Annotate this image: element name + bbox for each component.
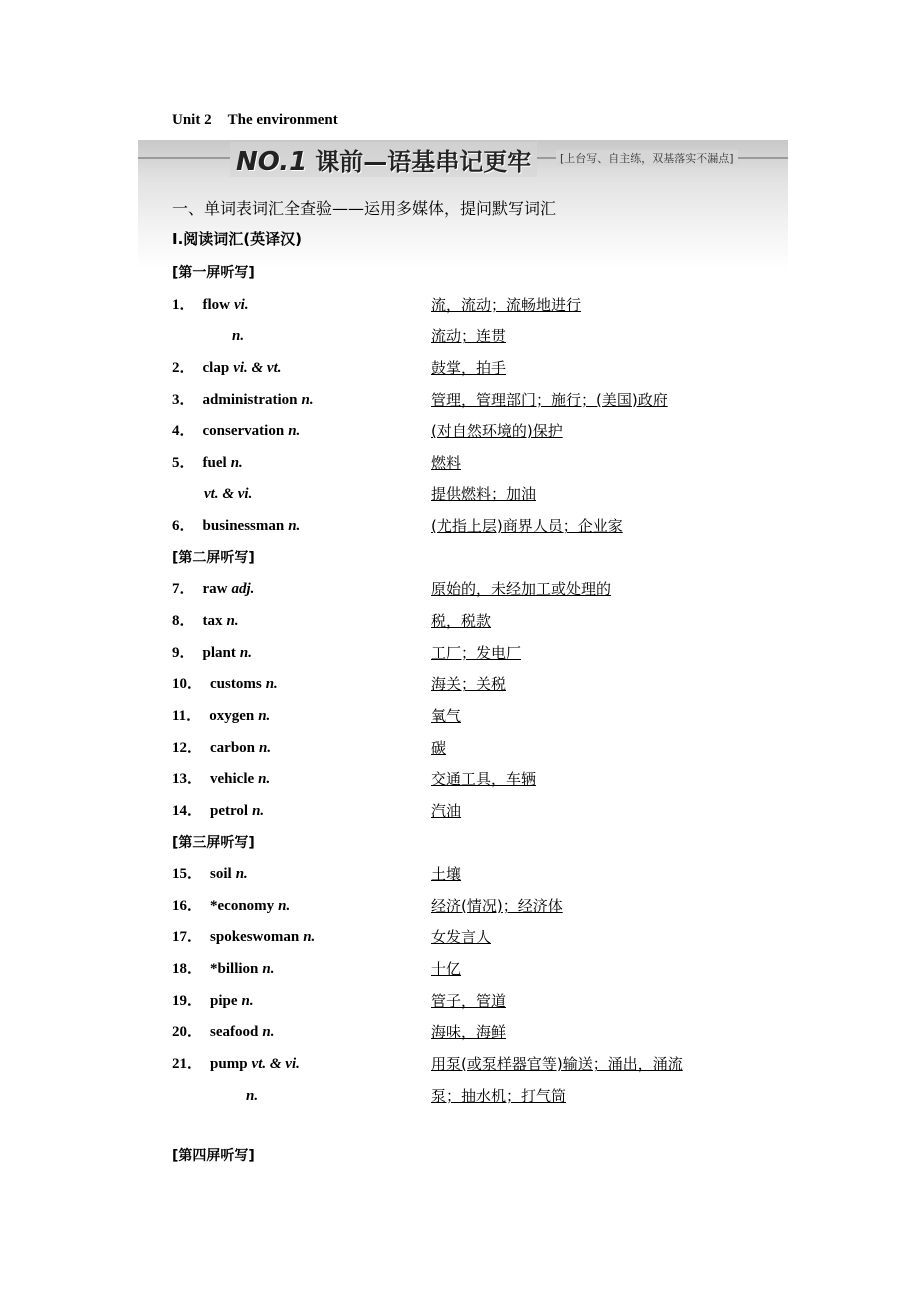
part-of-speech: vi. & vt. bbox=[233, 359, 282, 376]
part-of-speech: n. bbox=[259, 739, 272, 756]
english-word: pump bbox=[210, 1056, 248, 1073]
part-of-speech: n. bbox=[258, 771, 271, 788]
vocab-row bbox=[172, 416, 772, 448]
vocab-row bbox=[172, 796, 772, 828]
vocab-term bbox=[172, 733, 271, 765]
vocab-term bbox=[172, 385, 314, 417]
vocab-term bbox=[172, 416, 300, 448]
vocab-row bbox=[172, 1017, 772, 1049]
vocab-row bbox=[172, 1081, 772, 1113]
english-word: seafood bbox=[210, 1024, 259, 1041]
chinese-meaning: 氧气 bbox=[431, 706, 462, 725]
english-word: *billion bbox=[210, 961, 259, 978]
vocab-term bbox=[172, 290, 249, 322]
part-of-speech: n. bbox=[288, 518, 301, 535]
item-number: 9． bbox=[172, 644, 195, 661]
part-of-speech: n. bbox=[258, 707, 271, 724]
part-of-speech: n. bbox=[301, 391, 314, 408]
english-word: soil bbox=[210, 866, 232, 883]
chinese-meaning: 管理，管理部门；施行；(美国)政府 bbox=[431, 390, 668, 409]
vocab-row bbox=[172, 733, 772, 765]
english-word: conservation bbox=[202, 423, 285, 440]
chinese-meaning: 税，税款 bbox=[431, 612, 492, 631]
item-number: 17． bbox=[172, 929, 203, 946]
item-number: 1． bbox=[172, 296, 195, 313]
vocab-row bbox=[172, 922, 772, 954]
item-number: 2． bbox=[172, 359, 195, 376]
spacer bbox=[172, 1112, 772, 1141]
chinese-meaning: (对自然环境的)保护 bbox=[431, 422, 563, 441]
chinese-meaning: 经济(情况)；经济体 bbox=[431, 896, 563, 915]
vocab-term bbox=[172, 574, 254, 606]
english-word: carbon bbox=[210, 739, 256, 756]
chinese-meaning: 流动；连贯 bbox=[431, 327, 507, 346]
item-number: 11． bbox=[172, 707, 202, 724]
vocab-term bbox=[172, 606, 239, 638]
chinese-meaning: 碳 bbox=[431, 738, 447, 757]
english-word: fuel bbox=[202, 454, 227, 471]
chinese-meaning: 土壤 bbox=[431, 865, 462, 884]
part-of-speech: n. bbox=[265, 676, 278, 693]
chinese-meaning: 鼓掌，拍手 bbox=[431, 358, 507, 377]
english-word: petrol bbox=[210, 802, 249, 819]
part-of-speech: n. bbox=[235, 866, 248, 883]
vocab-row bbox=[172, 954, 772, 986]
part-of-speech: vi. bbox=[234, 296, 249, 313]
subsection-title: Ⅰ.阅读词汇(英译汉) bbox=[172, 230, 302, 248]
chinese-meaning: 女发言人 bbox=[431, 928, 492, 947]
english-word: plant bbox=[202, 644, 236, 661]
chinese-meaning: 燃料 bbox=[431, 453, 462, 472]
group-header: [第三屏听写] bbox=[172, 834, 255, 851]
vocab-row bbox=[172, 1049, 772, 1081]
banner-title-text: 课前—语基串记更牢 bbox=[315, 148, 532, 176]
english-word: customs bbox=[210, 676, 262, 693]
item-number: 14． bbox=[172, 802, 203, 819]
vocab-row bbox=[172, 511, 772, 543]
item-number: 7． bbox=[172, 581, 195, 598]
english-word: pipe bbox=[210, 992, 238, 1009]
item-number: 6． bbox=[172, 518, 195, 535]
vocab-row bbox=[172, 606, 772, 638]
unit-number: Unit 2 bbox=[172, 112, 212, 128]
part-of-speech: n. bbox=[226, 613, 239, 630]
chinese-meaning: 流，流动；流畅地进行 bbox=[431, 295, 582, 314]
vocab-row bbox=[172, 764, 772, 796]
vocab-row bbox=[172, 574, 772, 606]
part-of-speech: n. bbox=[262, 961, 275, 978]
vocab-row bbox=[172, 859, 772, 891]
vocab-term bbox=[172, 1017, 274, 1049]
vocab-term bbox=[172, 796, 264, 828]
item-number: 4． bbox=[172, 423, 195, 440]
chinese-meaning: 汽油 bbox=[431, 801, 462, 820]
item-number: 12． bbox=[172, 739, 203, 756]
chinese-meaning: 交通工具，车辆 bbox=[431, 770, 537, 789]
banner-title bbox=[230, 142, 537, 177]
english-word: raw bbox=[202, 581, 228, 598]
english-word: oxygen bbox=[209, 707, 255, 724]
part-of-speech: n. bbox=[232, 328, 245, 345]
part-of-speech: n. bbox=[288, 423, 301, 440]
vocab-term bbox=[172, 701, 270, 733]
vocab-term bbox=[172, 891, 290, 923]
item-number: 20． bbox=[172, 1024, 203, 1041]
section-title: 一、单词表词汇全查验——运用多媒体，提问默写词汇 bbox=[172, 199, 557, 218]
vocab-term bbox=[172, 922, 315, 954]
group-header: [第二屏听写] bbox=[172, 549, 255, 566]
item-number: 21． bbox=[172, 1056, 203, 1073]
english-word: tax bbox=[202, 613, 223, 630]
part-of-speech: n. bbox=[239, 644, 252, 661]
vocab-term bbox=[172, 448, 243, 480]
vocab-row bbox=[172, 448, 772, 480]
english-word: vehicle bbox=[210, 771, 255, 788]
vocab-term bbox=[172, 1049, 300, 1081]
vocab-row bbox=[172, 290, 772, 322]
item-number: 19． bbox=[172, 992, 203, 1009]
part-of-speech: n. bbox=[303, 929, 316, 946]
unit-name: The environment bbox=[227, 112, 338, 128]
vocab-term bbox=[172, 986, 254, 1018]
chinese-meaning: 十亿 bbox=[431, 960, 462, 979]
vocab-row bbox=[172, 891, 772, 923]
part-of-speech: n. bbox=[252, 802, 265, 819]
part-of-speech: adj. bbox=[231, 581, 255, 598]
vocab-row bbox=[172, 385, 772, 417]
item-number: 3． bbox=[172, 391, 195, 408]
part-of-speech: n. bbox=[246, 1087, 259, 1104]
english-word: businessman bbox=[202, 518, 285, 535]
item-number: 10． bbox=[172, 676, 203, 693]
vocabulary-list bbox=[172, 258, 772, 1173]
chinese-meaning: 工厂；发电厂 bbox=[431, 643, 522, 662]
chinese-meaning: 海关；关税 bbox=[431, 675, 507, 694]
part-of-speech: vt. & vi. bbox=[204, 486, 253, 503]
vocab-term bbox=[172, 511, 300, 543]
vocab-term bbox=[200, 479, 252, 511]
vocab-row bbox=[172, 669, 772, 701]
group-header: [第四屏听写] bbox=[172, 1148, 255, 1165]
part-of-speech: n. bbox=[241, 992, 254, 1009]
vocab-row bbox=[172, 353, 772, 385]
chinese-meaning: 用泵(或泵样器官等)输送；涌出，涌流 bbox=[431, 1055, 683, 1074]
item-number: 5． bbox=[172, 454, 195, 471]
chinese-meaning: 原始的，未经加工或处理的 bbox=[431, 580, 612, 599]
group-header: [第一屏听写] bbox=[172, 265, 255, 281]
part-of-speech: n. bbox=[278, 897, 291, 914]
part-of-speech: n. bbox=[262, 1024, 275, 1041]
chinese-meaning: 海味，海鲜 bbox=[431, 1023, 507, 1042]
vocab-term bbox=[172, 764, 270, 796]
vocab-row bbox=[172, 638, 772, 670]
banner-subtitle: [上台写、自主练，双基落实不漏点] bbox=[556, 150, 738, 166]
vocab-row bbox=[172, 321, 772, 353]
vocab-term bbox=[172, 954, 274, 986]
english-word: flow bbox=[202, 296, 231, 313]
vocab-term bbox=[242, 1081, 258, 1113]
item-number: 15． bbox=[172, 866, 203, 883]
vocab-row bbox=[172, 986, 772, 1018]
banner-number: NO.1 bbox=[236, 147, 308, 177]
vocab-row bbox=[172, 479, 772, 511]
chinese-meaning: 管子，管道 bbox=[431, 991, 507, 1010]
item-number: 13． bbox=[172, 771, 203, 788]
vocab-term bbox=[172, 638, 252, 670]
item-number: 16． bbox=[172, 897, 203, 914]
english-word: clap bbox=[202, 359, 230, 376]
unit-title bbox=[172, 112, 354, 129]
item-number: 18． bbox=[172, 961, 203, 978]
vocab-term bbox=[172, 353, 282, 385]
part-of-speech: n. bbox=[230, 454, 243, 471]
vocab-term bbox=[228, 321, 244, 353]
vocab-row bbox=[172, 701, 772, 733]
chinese-meaning: 提供燃料；加油 bbox=[431, 485, 537, 504]
part-of-speech: vt. & vi. bbox=[251, 1056, 300, 1073]
vocab-term bbox=[172, 859, 248, 891]
english-word: spokeswoman bbox=[210, 929, 300, 946]
chinese-meaning: 泵；抽水机；打气筒 bbox=[431, 1086, 567, 1105]
item-number: 8． bbox=[172, 613, 195, 630]
english-word: administration bbox=[202, 391, 298, 408]
english-word: *economy bbox=[210, 897, 275, 914]
vocab-term bbox=[172, 669, 278, 701]
chinese-meaning: (尤指上层)商界人员；企业家 bbox=[431, 517, 623, 536]
